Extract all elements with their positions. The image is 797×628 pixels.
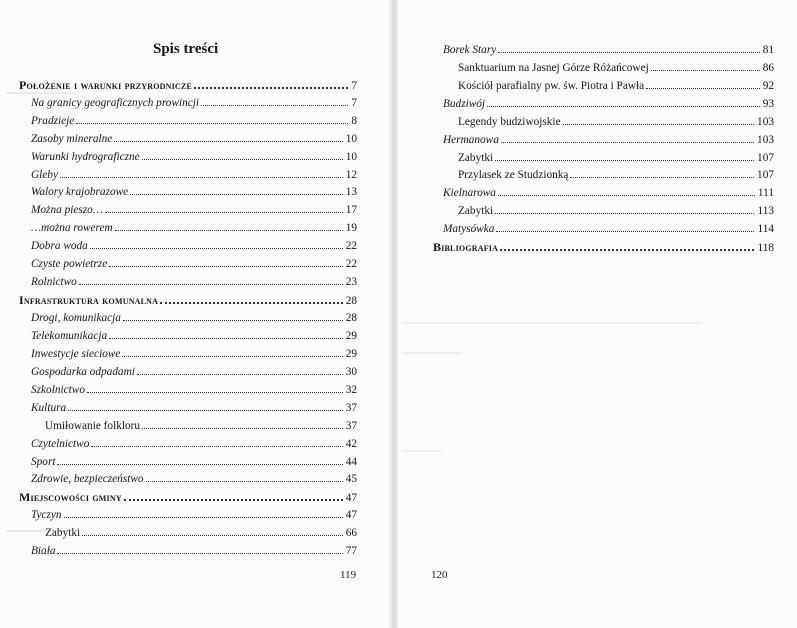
toc-entry[interactable]: [31, 347, 357, 362]
toc-entry[interactable]: [31, 203, 357, 218]
toc-entry-label: Miejscowości gminy: [19, 490, 122, 504]
leader-dots: [500, 249, 754, 251]
toc-entry-label: Zabytki: [45, 527, 81, 539]
toc-entry[interactable]: [31, 472, 357, 487]
toc-entry[interactable]: [19, 490, 357, 505]
toc-entry-label: Szkolnictwo: [31, 384, 85, 396]
toc-entry[interactable]: [31, 275, 357, 290]
leader-dots: [563, 124, 754, 125]
toc-entry-label: Borek Stary: [443, 44, 497, 56]
toc-entry[interactable]: [458, 61, 774, 76]
toc-entry[interactable]: [458, 115, 774, 130]
toc-entry-page: 103: [757, 116, 774, 128]
leader-dots: [194, 87, 348, 89]
toc-entry-label: Matysówka: [443, 223, 495, 235]
toc-entry[interactable]: [443, 222, 774, 237]
toc-entry[interactable]: [458, 151, 774, 166]
toc-entry-page: 7: [351, 80, 357, 92]
leader-dots: [122, 356, 342, 357]
toc-entry-label: Zabytki: [458, 152, 494, 164]
toc-entry-label: …można rowerem: [31, 222, 113, 234]
toc-entry-page: 8: [351, 115, 357, 127]
toc-entry-label: Biała: [31, 545, 56, 557]
toc-entry[interactable]: [458, 168, 774, 183]
toc-entry[interactable]: [31, 365, 357, 380]
toc-entry-page: 111: [757, 187, 774, 199]
bleed-through-mark: [402, 450, 442, 452]
toc-entry-page: 77: [345, 545, 357, 557]
toc-entry[interactable]: [45, 526, 357, 541]
toc-entry-page: 37: [345, 402, 357, 414]
toc-entry-page: 45: [345, 473, 357, 485]
toc-entry-page: 19: [345, 222, 357, 234]
toc-entry-label: Kultura: [31, 402, 67, 414]
toc-entry-page: 113: [757, 205, 774, 217]
toc-entry-page: 17: [345, 204, 357, 216]
leader-dots: [91, 446, 342, 447]
toc-entry-label: Można pieszo…: [31, 204, 103, 216]
toc-entry[interactable]: [31, 508, 357, 523]
toc-entry-page: 93: [762, 98, 774, 110]
toc-entry-label: Zasoby mineralne: [31, 133, 113, 145]
toc-entry-page: 22: [345, 258, 357, 270]
page-number: 120: [431, 569, 448, 581]
bleed-through-mark: [402, 352, 462, 354]
toc-entry[interactable]: [31, 437, 357, 452]
leader-dots: [130, 194, 343, 195]
left-page: [0, 0, 392, 628]
leader-dots: [87, 392, 343, 393]
toc-entry[interactable]: [31, 150, 357, 165]
toc-entry-page: 107: [757, 169, 774, 181]
toc-entry-label: Sanktuarium na Jasnej Górze Różańcowej: [458, 62, 649, 74]
toc-entry-label: Dobra woda: [31, 240, 88, 252]
leader-dots: [498, 195, 755, 196]
toc-entry-page: 28: [345, 295, 357, 307]
toc-entry-label: Zdrowie, bezpieczeństwo: [31, 473, 144, 485]
toc-entry-page: 47: [345, 509, 357, 521]
toc-title: Spis treści: [153, 41, 219, 57]
toc-entry[interactable]: [31, 401, 357, 416]
toc-entry-page: 10: [345, 151, 357, 163]
leader-dots: [57, 464, 342, 465]
leader-dots: [570, 177, 754, 178]
toc-entry[interactable]: [31, 455, 357, 470]
leader-dots: [105, 212, 343, 213]
toc-entry[interactable]: [443, 43, 774, 58]
right-page: [398, 0, 797, 628]
toc-entry-label: Tyczyn: [31, 509, 62, 521]
leader-dots: [57, 553, 342, 554]
toc-entry[interactable]: [31, 544, 357, 559]
toc-entry-label: Zabytki: [458, 205, 494, 217]
toc-entry-page: 28: [345, 312, 357, 324]
toc-entry-page: 86: [762, 62, 774, 74]
toc-entry[interactable]: [443, 186, 774, 201]
toc-entry-page: 42: [345, 438, 357, 450]
toc-entry-label: Gleby: [31, 169, 58, 181]
leader-dots: [146, 481, 343, 482]
toc-entry-label: Walory krajobrazowe: [31, 186, 129, 198]
toc-entry-label: Kościół parafialny pw. św. Piotra i Pawła: [458, 80, 645, 92]
leader-dots: [90, 248, 343, 249]
toc-entry-label: Infrastruktura komunalna: [19, 293, 159, 307]
toc-entry-page: 81: [762, 44, 774, 56]
toc-entry[interactable]: [31, 239, 357, 254]
toc-entry-page: 32: [345, 384, 357, 396]
toc-entry-page: 118: [757, 242, 774, 254]
leader-dots: [501, 142, 754, 143]
leader-dots: [201, 105, 348, 106]
toc-entry-label: Położenie i warunki przyrodnicze: [19, 78, 192, 92]
toc-entry-page: 13: [345, 186, 357, 198]
toc-entry-label: Inwestycje sieciowe: [31, 348, 121, 360]
leader-dots: [142, 159, 343, 160]
toc-entry-label: Umiłowanie folkloru: [45, 420, 141, 432]
leader-dots: [496, 231, 754, 232]
leader-dots: [82, 535, 343, 536]
leader-dots: [498, 52, 759, 53]
toc-entry-page: 7: [351, 97, 357, 109]
toc-entry-label: Kielnarowa: [443, 187, 496, 199]
leader-dots: [79, 284, 343, 285]
leader-dots: [487, 106, 760, 107]
toc-entry[interactable]: [443, 133, 774, 148]
toc-entry[interactable]: [458, 79, 774, 94]
toc-entry-page: 114: [757, 223, 774, 235]
toc-entry-label: Czytelnictwo: [31, 438, 90, 450]
toc-entry-page: 44: [345, 456, 357, 468]
leader-dots: [109, 266, 342, 267]
toc-entry[interactable]: [31, 168, 357, 183]
leader-dots: [651, 70, 760, 71]
toc-entry-page: 107: [757, 152, 774, 164]
toc-entry-page: 103: [757, 134, 774, 146]
leader-dots: [109, 338, 343, 339]
page-number: 119: [340, 569, 357, 581]
leader-dots: [60, 177, 343, 178]
toc-entry[interactable]: [31, 221, 357, 236]
toc-entry-page: 22: [345, 240, 357, 252]
toc-entry-page: 23: [345, 276, 357, 288]
toc-entry-page: 12: [345, 169, 357, 181]
toc-entry[interactable]: [45, 419, 357, 434]
leader-dots: [123, 320, 343, 321]
toc-entry-label: Rolnictwo: [31, 276, 77, 288]
toc-entry-label: Warunki hydrograficzne: [31, 151, 140, 163]
toc-entry-label: Telekomunikacja: [31, 330, 108, 342]
leader-dots: [68, 410, 343, 411]
toc-entry[interactable]: [19, 293, 357, 308]
toc-entry-label: Budziwój: [443, 98, 486, 110]
toc-entry[interactable]: [31, 132, 357, 147]
toc-entry-page: 10: [345, 133, 357, 145]
toc-entry[interactable]: [31, 114, 357, 129]
toc-entry[interactable]: [31, 257, 357, 272]
toc-entry-label: Legendy budziwojskie: [458, 116, 561, 128]
leader-dots: [495, 213, 754, 214]
toc-entry-label: Gospodarka odpadami: [31, 366, 135, 378]
leader-dots: [142, 428, 343, 429]
toc-entry-label: Sport: [31, 456, 56, 468]
toc-entry-page: 47: [345, 492, 357, 504]
toc-entry[interactable]: [443, 97, 774, 112]
toc-entry-label: Na granicy geograficznych prowincji: [31, 97, 200, 109]
toc-entry-label: Drogi, komunikacja: [31, 312, 121, 324]
toc-entry-page: 29: [345, 348, 357, 360]
toc-entry-label: Bibliografia: [433, 240, 499, 254]
leader-dots: [160, 302, 343, 304]
leader-dots: [137, 374, 343, 375]
leader-dots: [115, 230, 343, 231]
toc-entry[interactable]: [31, 329, 357, 344]
toc-entry-label: Hermanowa: [443, 134, 499, 146]
toc-entry-page: 66: [345, 527, 357, 539]
toc-entry-label: Przylasek ze Studzionką: [458, 169, 569, 181]
toc-entry[interactable]: [458, 204, 774, 219]
leader-dots: [646, 88, 760, 89]
leader-dots: [64, 517, 343, 518]
toc-entry-label: Pradzieje: [31, 115, 75, 127]
toc-entry[interactable]: [19, 78, 357, 93]
toc-entry[interactable]: [31, 185, 357, 200]
leader-dots: [114, 141, 342, 142]
toc-entry-page: 29: [345, 330, 357, 342]
leader-dots: [124, 499, 343, 501]
leader-dots: [495, 160, 754, 161]
toc-entry-page: 92: [762, 80, 774, 92]
toc-entry-label: Czyste powietrze: [31, 258, 108, 270]
toc-entry-page: 30: [345, 366, 357, 378]
bleed-through-mark: [402, 322, 702, 324]
toc-entry[interactable]: [433, 240, 774, 255]
toc-entry-page: 37: [345, 420, 357, 432]
leader-dots: [76, 123, 348, 124]
toc-entry[interactable]: [31, 383, 357, 398]
toc-entry[interactable]: [31, 311, 357, 326]
toc-entry[interactable]: [31, 96, 357, 111]
